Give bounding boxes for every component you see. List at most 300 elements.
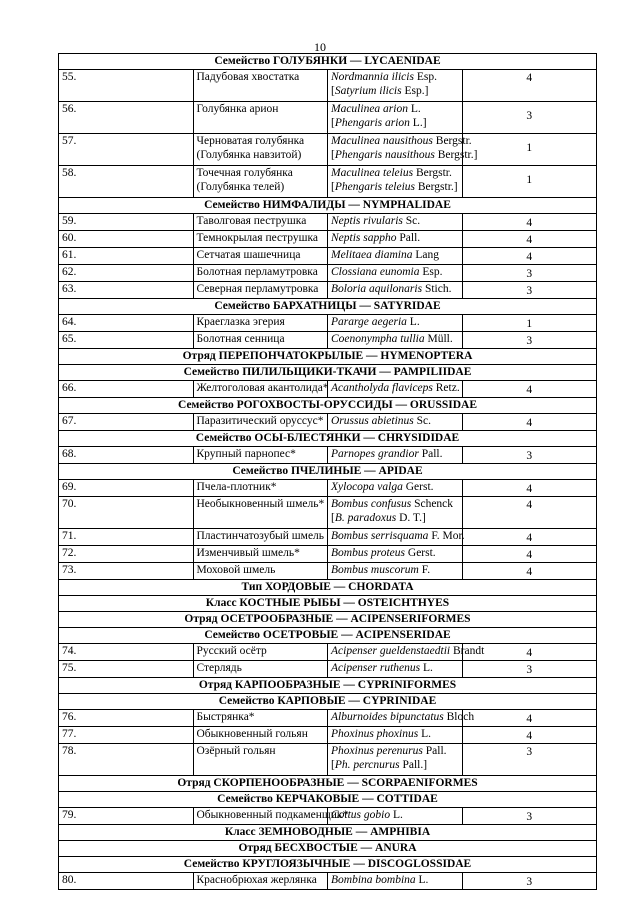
species-number: 68. (59, 447, 194, 464)
russian-name-cell (193, 70, 328, 102)
latin-binomial: Bombus serrisquama (331, 530, 429, 542)
russian-name: Пластинчатозубый шмель (196, 530, 325, 542)
latin-name-cell (328, 248, 463, 265)
species-row (59, 546, 597, 563)
species-row (59, 480, 597, 497)
latin-name-line (331, 116, 459, 130)
protection-category: 1 (462, 315, 597, 332)
latin-name-cell (328, 661, 463, 678)
protection-category: 4 (462, 480, 597, 497)
russian-name: Озёрный гольян (196, 745, 276, 757)
species-number: 70. (59, 497, 194, 529)
protection-category: 4 (462, 497, 597, 529)
section-header: Семейство КРУГЛОЯЗЫЧНЫЕ — DISCOGLOSSIDAE (59, 857, 597, 873)
section-header-row (59, 54, 597, 70)
russian-name: Краснобрюхая жерлянка (196, 874, 317, 886)
species-number: 74. (59, 644, 194, 661)
species-row (59, 381, 597, 398)
section-header-row (59, 792, 597, 808)
latin-name-cell (328, 282, 463, 299)
latin-binomial: Phengaris arion (334, 117, 410, 129)
section-header: Семейство ОСЫ-БЛЕСТЯНКИ — CHRYSIDIDAE (59, 431, 597, 447)
russian-name-cell (193, 744, 328, 776)
latin-name-cell (328, 480, 463, 497)
protection-category: 4 (462, 248, 597, 265)
species-row (59, 70, 597, 102)
author-citation: Stich. (424, 283, 452, 295)
latin-name-cell (328, 102, 463, 134)
latin-name-line (331, 727, 459, 741)
species-row (59, 529, 597, 546)
russian-name-cell (193, 315, 328, 332)
latin-binomial: Phoxinus phoxinus (331, 728, 419, 740)
latin-name-cell (328, 265, 463, 282)
section-header-row (59, 678, 597, 694)
section-header-row (59, 431, 597, 447)
section-header: Отряд ПЕРЕПОНЧАТОКРЫЛЫЕ — HYMENOPTERA (59, 349, 597, 365)
section-header-row (59, 596, 597, 612)
latin-binomial: Cottus gobio (331, 809, 391, 821)
latin-name-line (331, 873, 459, 887)
russian-name: Падубовая хвостатка (196, 71, 300, 83)
latin-binomial: Xylocopa valga (331, 481, 403, 493)
latin-name-line (331, 447, 459, 461)
latin-binomial: Pararge aegeria (331, 316, 407, 328)
latin-binomial: Acantholyda flaviceps (331, 382, 433, 394)
latin-name-cell (328, 529, 463, 546)
latin-name-cell (328, 134, 478, 166)
species-number: 66. (59, 381, 194, 398)
bracket: [ (331, 117, 335, 129)
russian-name: Северная перламутровка (196, 283, 319, 295)
section-header-row (59, 198, 597, 214)
section-header: Отряд КАРПООБРАЗНЫЕ — CYPRINIFORMES (59, 678, 597, 694)
latin-name-line (331, 231, 459, 245)
protection-category: 4 (462, 70, 597, 102)
latin-binomial: Maculinea arion (331, 103, 408, 115)
species-row (59, 710, 597, 727)
author-citation: Bloch (446, 711, 475, 723)
author-citation: Esp. (422, 266, 443, 278)
species-row (59, 134, 597, 166)
species-row (59, 563, 597, 580)
species-number: 59. (59, 214, 194, 231)
section-header-row (59, 694, 597, 710)
russian-name-cell (193, 332, 328, 349)
latin-name-cell (328, 315, 463, 332)
protection-category: 3 (462, 661, 597, 678)
russian-name-cell (193, 102, 328, 134)
latin-name-cell (328, 644, 485, 661)
author-citation: Brandt (453, 645, 485, 657)
species-number: 63. (59, 282, 194, 299)
latin-binomial: Acipenser gueldenstaedtii (331, 645, 451, 657)
latin-name-line (331, 84, 459, 98)
protection-category: 3 (462, 744, 597, 776)
section-header: Отряд ОСЕТРООБРАЗНЫЕ — ACIPENSERIFORMES (59, 612, 597, 628)
latin-name-line (331, 134, 472, 148)
latin-name-cell (328, 744, 463, 776)
species-row (59, 414, 597, 431)
latin-name-line (331, 282, 459, 296)
author-citation: Pall. (421, 448, 443, 460)
species-row (59, 214, 597, 231)
species-number: 77. (59, 727, 194, 744)
author-citation: L. (422, 662, 433, 674)
section-header-row (59, 612, 597, 628)
latin-binomial: Neptis sappho (331, 232, 397, 244)
russian-name-cell (193, 661, 328, 678)
species-number: 79. (59, 808, 194, 825)
section-header-row (59, 365, 597, 381)
russian-name: Стерлядь (196, 662, 242, 674)
author-citation: Gerst. (407, 547, 436, 559)
protection-category: 3 (462, 332, 597, 349)
section-header: Семейство КАРПОВЫЕ — CYPRINIDAE (59, 694, 597, 710)
latin-binomial: Clossiana eunomia (331, 266, 420, 278)
section-header-row (59, 349, 597, 365)
latin-binomial: Nordmannia ilicis (331, 71, 414, 83)
russian-name-cell (193, 248, 328, 265)
section-header: Семейство ПЧЕЛИНЫЕ — APIDAE (59, 464, 597, 480)
species-number: 76. (59, 710, 194, 727)
section-header: Семейство ГОЛУБЯНКИ — LYCAENIDAE (59, 54, 597, 70)
section-header-row (59, 857, 597, 873)
russian-name-cell (193, 414, 328, 431)
author-citation: Bergstr. (415, 167, 452, 179)
section-header: Семейство КЕРЧАКОВЫЕ — COTTIDAE (59, 792, 597, 808)
latin-name-cell (328, 808, 463, 825)
species-table-body (59, 54, 597, 890)
latin-name-line (331, 180, 459, 194)
latin-name-cell (328, 332, 463, 349)
protection-category: 4 (462, 231, 597, 248)
author-citation: Lang (415, 249, 439, 261)
latin-binomial: Phengaris nausithous (334, 149, 435, 161)
russian-name-cell (193, 529, 328, 546)
section-header: Отряд БЕСХВОСТЫЕ — ANURA (59, 841, 597, 857)
latin-binomial: Melitaea diamina (331, 249, 413, 261)
latin-name-line (331, 414, 459, 428)
protection-category: 4 (462, 214, 597, 231)
species-row (59, 873, 597, 890)
section-header-row (59, 776, 597, 792)
section-header: Тип ХОРДОВЫЕ — CHORDATA (59, 580, 597, 596)
species-row (59, 166, 597, 198)
latin-name-line (331, 497, 459, 511)
author-citation: D. T.] (399, 512, 426, 524)
latin-name-cell (328, 873, 463, 890)
russian-name: Русский осётр (196, 645, 267, 657)
russian-name-cell (193, 447, 328, 464)
latin-name-line (331, 546, 459, 560)
author-citation: Bergstr. (435, 135, 472, 147)
latin-name-line (331, 381, 459, 395)
author-citation: L. (410, 103, 421, 115)
section-header: Класс КОСТНЫЕ РЫБЫ — OSTEICHTHYES (59, 596, 597, 612)
russian-name-cell (193, 563, 328, 580)
russian-name-cell (193, 808, 349, 825)
latin-binomial: Ph. percnurus (334, 759, 400, 771)
latin-binomial: Maculinea teleius (331, 167, 414, 179)
latin-name-line (331, 102, 459, 116)
latin-binomial: Alburnoides bipunctatus (331, 711, 444, 723)
author-citation: Müll. (427, 333, 453, 345)
latin-binomial: Bombus confusus (331, 498, 412, 510)
russian-name-cell (193, 381, 328, 398)
russian-name: Обыкновенный гольян (196, 728, 308, 740)
red-book-species-table (58, 53, 597, 890)
species-number: 75. (59, 661, 194, 678)
latin-name-cell (328, 214, 463, 231)
protection-category: 1 (462, 134, 597, 166)
author-citation: Esp. (416, 71, 437, 83)
species-row (59, 808, 597, 825)
author-citation: Sc. (416, 415, 431, 427)
russian-name-cell (193, 497, 328, 529)
species-number: 55. (59, 70, 194, 102)
species-row (59, 497, 597, 529)
latin-binomial: Phengaris teleius (334, 181, 416, 193)
section-header: Семейство БАРХАТНИЦЫ — SATYRIDAE (59, 299, 597, 315)
latin-name-cell (328, 563, 463, 580)
author-citation: Schenck (414, 498, 454, 510)
latin-name-line (331, 480, 459, 494)
protection-category: 3 (462, 808, 597, 825)
russian-name: Таволговая пеструшка (196, 215, 307, 227)
author-citation: Bergstr.] (437, 149, 478, 161)
section-header: Семейство ПИЛИЛЬЩИКИ-ТКАЧИ — PAMPILIIDAE (59, 365, 597, 381)
protection-category: 3 (462, 447, 597, 464)
latin-binomial: Coenonympha tullia (331, 333, 425, 345)
latin-binomial: Maculinea nausithous (331, 135, 433, 147)
bracket: [ (331, 181, 335, 193)
latin-name-line (331, 332, 459, 346)
bracket: [ (331, 85, 335, 97)
latin-name-cell (328, 381, 463, 398)
section-header: Отряд СКОРПЕНООБРАЗНЫЕ — SCORPAENIFORMES (59, 776, 597, 792)
species-number: 61. (59, 248, 194, 265)
russian-name-cell (193, 546, 328, 563)
latin-name-line (331, 166, 459, 180)
russian-name: Сетчатая шашечница (196, 249, 301, 261)
russian-name: Моховой шмель (196, 564, 276, 576)
latin-binomial: Bombus proteus (331, 547, 406, 559)
species-row (59, 644, 597, 661)
russian-name: (Голубянка навзитой) (196, 149, 302, 161)
protection-category: 4 (462, 546, 597, 563)
species-number: 65. (59, 332, 194, 349)
author-citation: Gerst. (405, 481, 434, 493)
latin-name-line (331, 248, 459, 262)
latin-name-cell (328, 70, 463, 102)
author-citation: Pall. (399, 232, 421, 244)
latin-binomial: B. paradoxus (334, 512, 397, 524)
species-row (59, 248, 597, 265)
species-number: 56. (59, 102, 194, 134)
russian-name: Изменчивый шмель* (196, 547, 300, 559)
russian-name-cell (193, 134, 328, 166)
russian-name-cell (193, 282, 328, 299)
section-header: Семейство РОГОХВОСТЫ-ОРУССИДЫ — ORUSSIDAE (59, 398, 597, 414)
author-citation: Pall. (425, 745, 447, 757)
latin-name-line (331, 70, 459, 84)
russian-name-cell (193, 727, 328, 744)
russian-name-cell (193, 231, 328, 248)
species-row (59, 282, 597, 299)
latin-name-line (331, 214, 459, 228)
russian-name-cell (193, 480, 328, 497)
russian-name: Темнокрылая пеструшка (196, 232, 318, 244)
russian-name-cell (193, 265, 328, 282)
protection-category: 4 (462, 414, 597, 431)
latin-name-cell (328, 497, 463, 529)
section-header-row (59, 841, 597, 857)
russian-name: Черноватая голубянка (196, 135, 305, 147)
latin-name-line (331, 315, 459, 329)
russian-name: Паразитический оруссус* (196, 415, 324, 427)
latin-binomial: Parnopes grandior (331, 448, 419, 460)
protection-category: 3 (462, 873, 597, 890)
species-number: 78. (59, 744, 194, 776)
protection-category: 4 (462, 644, 597, 661)
species-number: 71. (59, 529, 194, 546)
species-number: 64. (59, 315, 194, 332)
species-row (59, 265, 597, 282)
author-citation: Esp.] (404, 85, 429, 97)
russian-name: Обыкновенный подкаменщик* (196, 809, 349, 821)
russian-name: Болотная сенница (196, 333, 285, 345)
species-number: 73. (59, 563, 194, 580)
author-citation: L. (392, 809, 403, 821)
page-number: 10 (314, 40, 326, 54)
latin-name-line (331, 148, 478, 162)
latin-binomial: Phoxinus perenurus (331, 745, 423, 757)
russian-name: Голубянка арион (196, 103, 279, 115)
latin-binomial: Bombus muscorum (331, 564, 419, 576)
russian-name-cell (193, 710, 328, 727)
latin-name-line (331, 758, 459, 772)
protection-category: 4 (462, 727, 597, 744)
latin-binomial: Satyrium ilicis (334, 85, 402, 97)
latin-binomial: Bombina bombina (331, 874, 416, 886)
protection-category: 4 (462, 529, 597, 546)
protection-category: 3 (462, 282, 597, 299)
russian-name-cell (193, 873, 328, 890)
species-number: 69. (59, 480, 194, 497)
latin-name-cell (328, 166, 463, 198)
russian-name: Желтоголовая акантолида* (196, 382, 329, 394)
section-header: Семейство НИМФАЛИДЫ — NYMPHALIDAE (59, 198, 597, 214)
latin-binomial: Acipenser ruthenus (331, 662, 421, 674)
bracket: [ (331, 759, 335, 771)
section-header-row (59, 464, 597, 480)
russian-name-cell (193, 166, 328, 198)
latin-name-line (331, 808, 459, 822)
latin-binomial: Neptis rivularis (331, 215, 403, 227)
author-citation: L. (421, 728, 431, 740)
species-row (59, 661, 597, 678)
species-number: 72. (59, 546, 194, 563)
section-header-row (59, 299, 597, 315)
author-citation: F. Mor. (431, 530, 465, 542)
species-row (59, 744, 597, 776)
species-number: 60. (59, 231, 194, 248)
species-number: 67. (59, 414, 194, 431)
protection-category: 4 (462, 710, 597, 727)
latin-name-line (331, 563, 459, 577)
protection-category: 4 (462, 381, 597, 398)
latin-name-line (331, 661, 459, 675)
species-row (59, 231, 597, 248)
species-row (59, 315, 597, 332)
author-citation: Bergstr.] (417, 181, 458, 193)
russian-name: Болотная перламутровка (196, 266, 318, 278)
section-header-row (59, 825, 597, 841)
latin-name-line (331, 644, 485, 658)
author-citation: L. (409, 316, 420, 328)
protection-category: 3 (462, 265, 597, 282)
latin-name-cell (328, 231, 463, 248)
latin-name-line (331, 511, 459, 525)
author-citation: F. (421, 564, 431, 576)
latin-binomial: Orussus abietinus (331, 415, 414, 427)
species-number: 80. (59, 873, 194, 890)
species-number: 57. (59, 134, 194, 166)
russian-name-cell (193, 214, 328, 231)
author-citation: Pall.] (402, 759, 428, 771)
latin-name-cell (328, 727, 463, 744)
species-row (59, 447, 597, 464)
protection-category: 3 (462, 102, 597, 134)
section-header-row (59, 580, 597, 596)
species-number: 58. (59, 166, 194, 198)
author-citation: L.] (412, 117, 427, 129)
author-citation: Sc. (405, 215, 421, 227)
latin-name-cell (328, 447, 463, 464)
latin-name-line (331, 529, 465, 543)
russian-name: Быстрянка* (196, 711, 255, 723)
latin-name-line (331, 710, 475, 724)
russian-name: Необыкновенный шмель* (196, 498, 325, 510)
latin-binomial: Boloria aquilonaris (331, 283, 423, 295)
section-header-row (59, 628, 597, 644)
species-number: 62. (59, 265, 194, 282)
species-row (59, 332, 597, 349)
russian-name: Крупный парнопес* (196, 448, 296, 460)
latin-name-line (331, 744, 459, 758)
bracket: [ (331, 512, 335, 524)
latin-name-cell (328, 414, 463, 431)
latin-name-cell (328, 546, 463, 563)
russian-name-cell (193, 644, 328, 661)
latin-name-cell (328, 710, 475, 727)
author-citation: Retz. (435, 382, 460, 394)
russian-name: Точечная голубянка (196, 167, 293, 179)
author-citation: L. (418, 874, 429, 886)
section-header-row (59, 398, 597, 414)
russian-name: Краеглазка эгерия (196, 316, 285, 328)
protection-category: 1 (462, 166, 597, 198)
species-row (59, 102, 597, 134)
protection-category: 4 (462, 563, 597, 580)
bracket: [ (331, 149, 335, 161)
section-header: Семейство ОСЕТРОВЫЕ — ACIPENSERIDAE (59, 628, 597, 644)
species-row (59, 727, 597, 744)
section-header: Класс ЗЕМНОВОДНЫЕ — AMPHIBIA (59, 825, 597, 841)
latin-name-line (331, 265, 459, 279)
russian-name: (Голубянка телей) (196, 181, 285, 193)
